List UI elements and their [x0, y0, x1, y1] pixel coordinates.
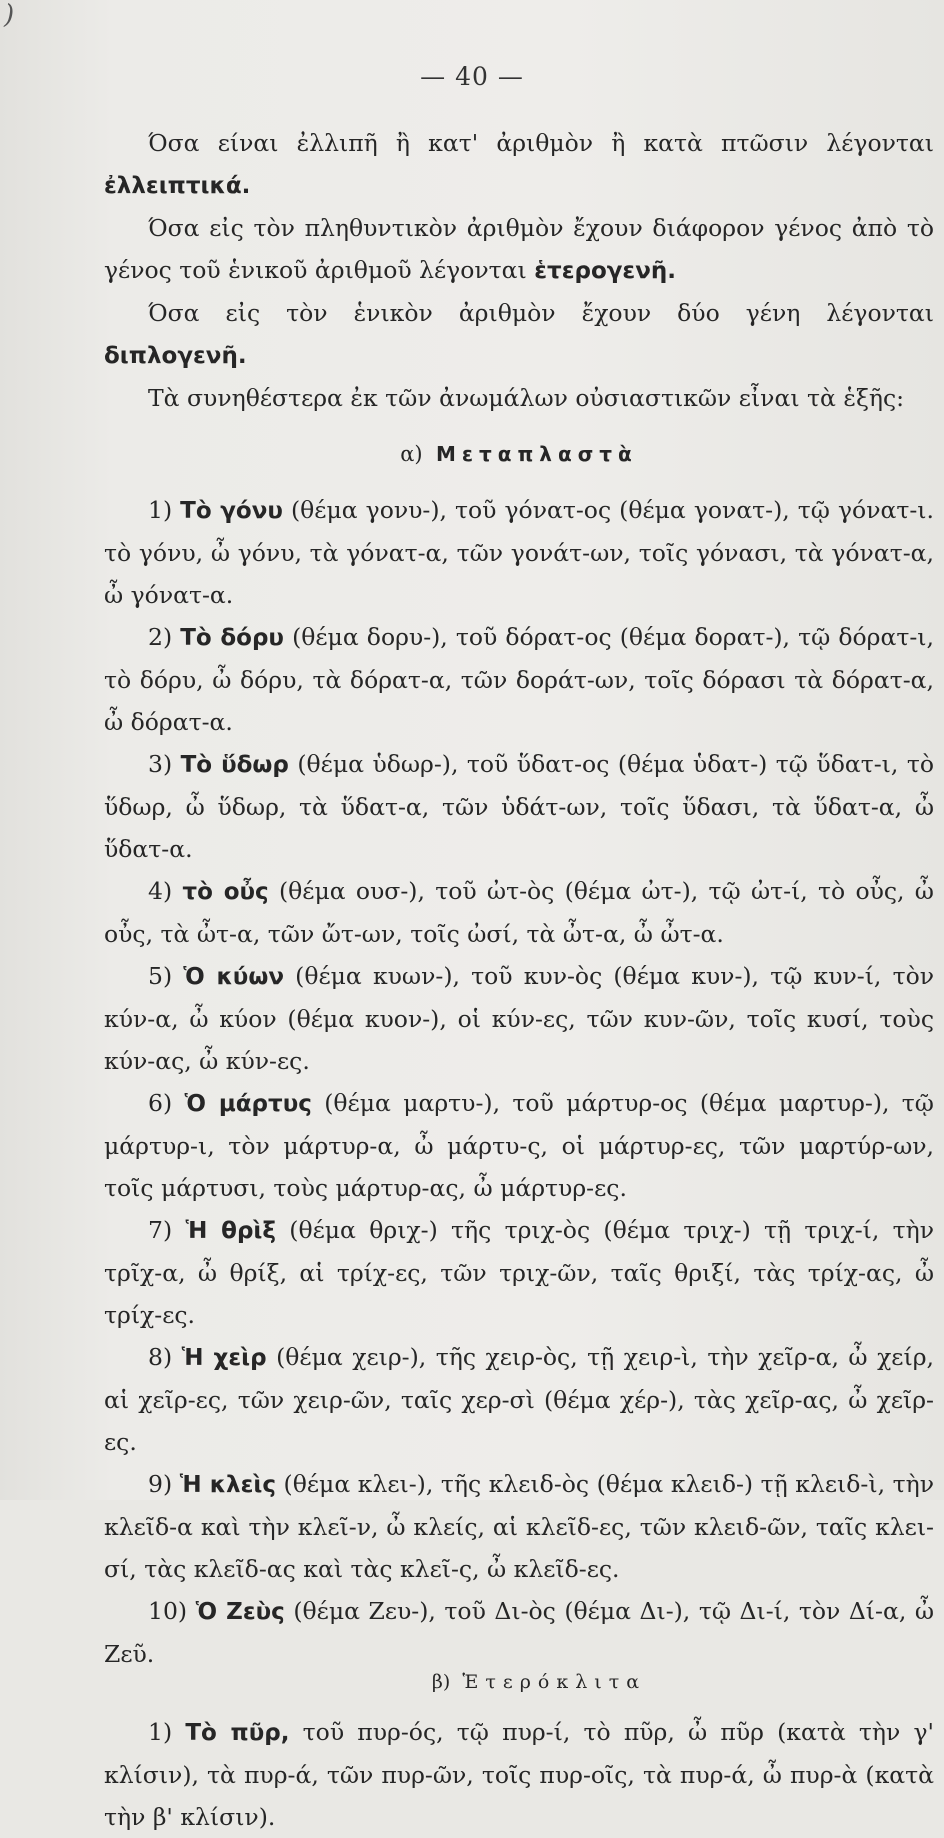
paragraph-text: Όσα είναι ἐλλιπῆ ἢ κατ' ἀριθμὸν ἢ κατὰ πτῶσιν λέγονται	[148, 129, 934, 157]
page-body	[104, 122, 934, 1838]
item-number: 8)	[148, 1343, 173, 1371]
item-headword: Τὸ γόνυ	[180, 498, 283, 524]
section-b-heading	[144, 1661, 934, 1703]
item-declension: (θέμα δορυ-), τοῦ δόρατ-ος (θέμα δορατ-), τῷ δόρατ-ι, τὸ δόρυ, ὦ δόρυ, τὰ δόρατ-α, τῶν δοράτ-ων, τοῖς δόρασι τὰ δόρατ-α, ὦ δόρατ-α.	[104, 623, 934, 736]
item-declension: (θέμα θριχ-) τῆς τριχ-ὸς (θέμα τριχ-) τῇ τριχ-ί, τὴν τρῖχ-α, ὦ θρίξ, αἱ τρίχ-ες, τῶν τριχ-ῶν, ταῖς θριξί, τὰς τρίχ-ας, ὦ τρίχ-ες.	[104, 1216, 934, 1329]
section-b-label: β)	[431, 1671, 451, 1693]
item-number: 6)	[148, 1089, 173, 1117]
item-number: 10)	[148, 1597, 188, 1625]
item-headword: Ἡ χεὶρ	[181, 1345, 267, 1371]
item-headword: Ἡ κλεὶς	[179, 1472, 276, 1498]
list-item	[104, 1209, 934, 1336]
list-item	[104, 955, 934, 1082]
section-a-heading	[104, 433, 934, 475]
list-item	[104, 1336, 934, 1463]
term-heterogene: ἑτερογενῆ.	[534, 258, 677, 284]
item-headword: Τὸ ὕδωρ	[180, 752, 289, 778]
item-declension: (θέμα κυων-), τοῦ κυν-ὸς (θέμα κυν-), τῷ κυν-ί, τὸν κύν-α, ὦ κύον (θέμα κυον-), οἱ κύν-ες, τῶν κυν-ῶν, τοῖς κυσί, τοὺς κύν-ας, ὦ κύν-ες.	[104, 962, 934, 1075]
corner-mark: )	[4, 0, 15, 30]
item-declension: (θέμα Ζευ-), τοῦ Δι-ὸς (θέμα Δι-), τῷ Δι-ί, τὸν Δί-α, ὦ Ζεῦ.	[104, 1597, 934, 1668]
paragraph-list-intro	[104, 377, 934, 419]
list-item	[104, 870, 934, 955]
term-elleiptika: ἐλλειπτικά.	[104, 173, 251, 199]
paragraph-elleiptika	[104, 122, 934, 207]
list-item	[104, 743, 934, 870]
item-headword: Τὸ πῦρ,	[185, 1720, 290, 1746]
section-a-label: α)	[400, 442, 423, 466]
paragraph-text: Όσα εἰς τὸν πληθυντικὸν ἀριθμὸν ἔχουν διάφορον γένος ἀπὸ τὸ γένος τοῦ ἑνικοῦ ἀριθμοῦ λέγονται	[104, 214, 934, 284]
item-headword: Τὸ δόρυ	[180, 625, 284, 651]
section-a-title: Μεταπλαστὰ	[435, 442, 638, 466]
item-declension: (θέμα κλει-), τῆς κλειδ-ὸς (θέμα κλειδ-) τῇ κλειδ-ὶ, τὴν κλεῖδ-α καὶ τὴν κλεῖ-ν, ὦ κλείς, αἱ κλεῖδ-ες, τῶν κλειδ-ῶν, ταῖς κλει-σί, τὰς κλεῖδ-ας καὶ τὰς κλεῖ-ς, ὦ κλεῖδ-ες.	[104, 1470, 934, 1583]
item-declension: (θέμα γονυ-), τοῦ γόνατ-ος (θέμα γονατ-), τῷ γόνατ-ι. τὸ γόνυ, ὦ γόνυ, τὰ γόνατ-α, τῶν γονάτ-ων, τοῖς γόνασι, τὰ γόνατ-α, ὦ γόνατ-α.	[104, 496, 934, 609]
paragraph-text: Όσα εἰς τὸν ἑνικὸν ἀριθμὸν ἔχουν δύο γένη λέγονται	[148, 299, 934, 327]
paragraph-heterogene	[104, 207, 934, 292]
paragraph-text: Τὰ συνηθέστερα ἐκ τῶν ἀνωμάλων οὐσιαστικῶν εἶναι τὰ ἑξῆς:	[148, 384, 905, 412]
item-headword: Ἡ θρὶξ	[185, 1218, 276, 1244]
item-number: 7)	[148, 1216, 173, 1244]
section-b-title: Ἑτερόκλιτα	[462, 1671, 647, 1693]
item-declension: (θέμα ουσ-), τοῦ ὠτ-ὸς (θέμα ὠτ-), τῷ ὠτ-ί, τὸ οὖς, ὦ οὖς, τὰ ὦτ-α, τῶν ὤτ-ων, τοῖς ὠσί, τὰ ὦτ-α, ὦ ὦτ-α.	[104, 877, 934, 948]
item-number: 1)	[148, 496, 173, 524]
term-diplogene: διπλογενῆ.	[104, 343, 247, 369]
item-number: 4)	[148, 877, 173, 905]
item-declension: (θέμα ὑδωρ-), τοῦ ὕδατ-ος (θέμα ὑδατ-) τῷ ὕδατ-ι, τὸ ὕδωρ, ὦ ὕδωρ, τὰ ὕδατ-α, τῶν ὑδάτ-ων, τοῖς ὕδασι, τὰ ὕδατ-α, ὦ ὕδατ-α.	[104, 750, 934, 863]
item-headword: Ὁ Ζεὺς	[195, 1599, 285, 1625]
item-number: 2)	[148, 623, 173, 651]
list-item	[104, 1082, 934, 1209]
item-headword: Ὁ κύων	[183, 964, 284, 990]
item-number: 5)	[148, 962, 173, 990]
item-declension: (θέμα μαρτυ-), τοῦ μάρτυρ-ος (θέμα μαρτυρ-), τῷ μάρτυρ-ι, τὸν μάρτυρ-α, ὦ μάρτυ-ς, οἱ μάρτυρ-ες, τῶν μαρτύρ-ων, τοῖς μάρτυσι, τοὺς μάρτυρ-ας, ὦ μάρτυρ-ες.	[104, 1089, 934, 1202]
item-headword: Ὁ μάρτυς	[184, 1091, 312, 1117]
page-number: — 40 —	[420, 62, 524, 91]
list-item	[104, 616, 934, 743]
item-number: 1)	[148, 1718, 173, 1746]
item-number: 3)	[148, 750, 173, 778]
item-declension: τοῦ πυρ-ός, τῷ πυρ-ί, τὸ πῦρ, ὦ πῦρ (κατὰ τὴν γ' κλίσιν), τὰ πυρ-ά, τῶν πυρ-ῶν, τοῖς πυρ-οῖς, τὰ πυρ-ά, ὦ πυρ-ὰ (κατὰ τὴν β' κλίσιν).	[104, 1718, 934, 1831]
item-declension: (θέμα χειρ-), τῆς χειρ-ὸς, τῇ χειρ-ὶ, τὴν χεῖρ-α, ὦ χείρ, αἱ χεῖρ-ες, τῶν χειρ-ῶν, ταῖς χερ-σὶ (θέμα χέρ-), τὰς χεῖρ-ας, ὦ χεῖρ-ες.	[104, 1343, 934, 1456]
list-item	[104, 1463, 934, 1590]
paragraph-diplogene	[104, 292, 934, 377]
item-number: 9)	[148, 1470, 173, 1498]
item-headword: τὸ οὖς	[182, 879, 269, 905]
list-item	[104, 1711, 934, 1838]
list-item	[104, 489, 934, 616]
